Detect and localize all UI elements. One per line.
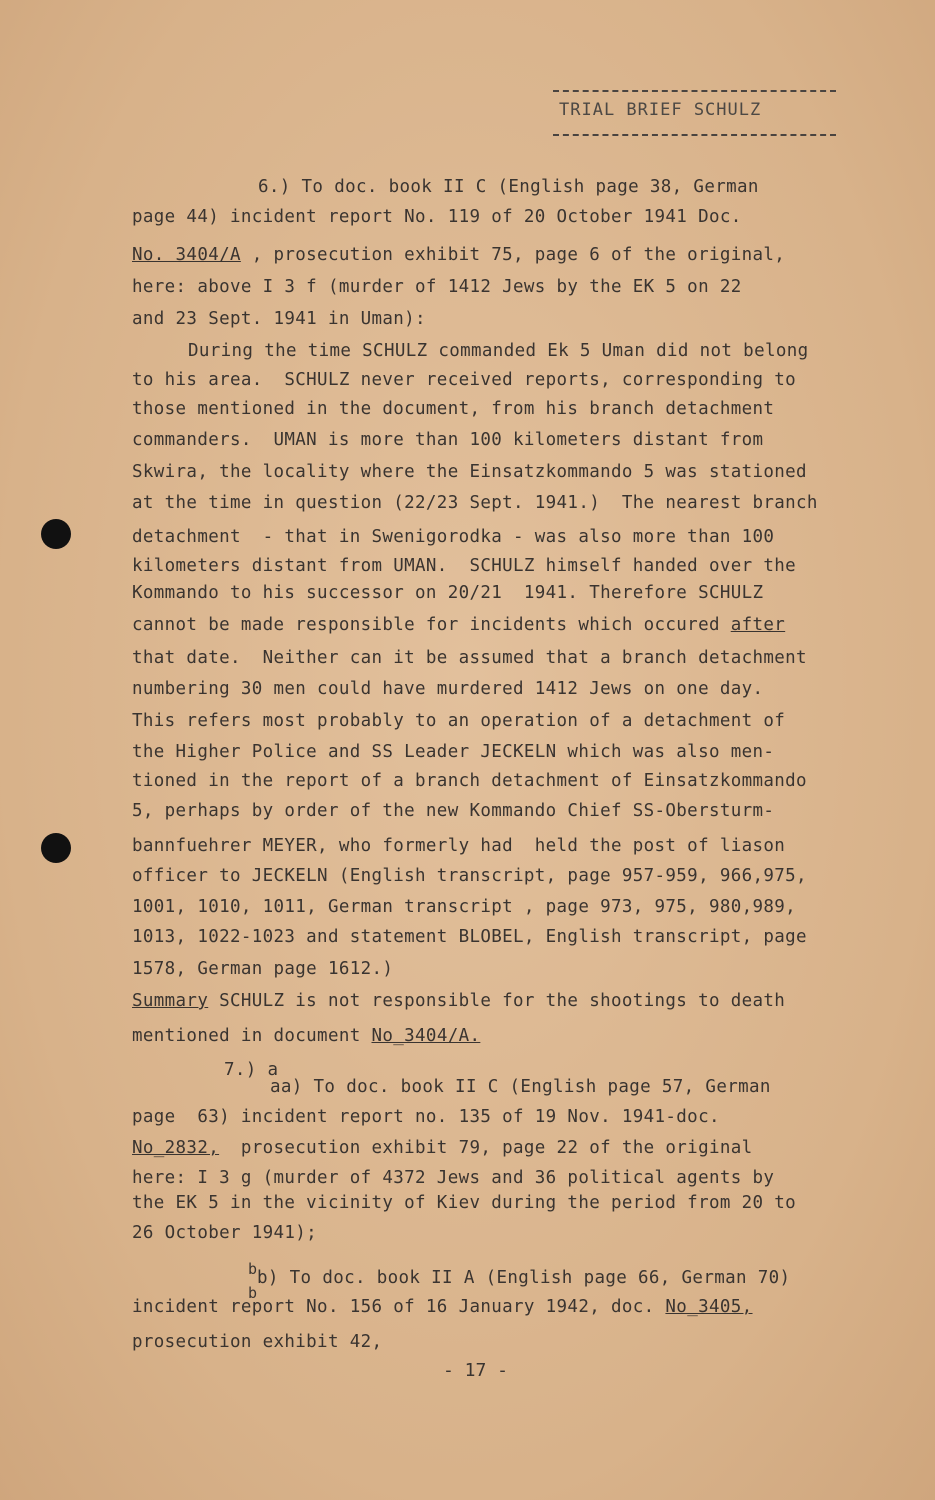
paragraph-line: Skwira, the locality where the Einsatzkommando 5 was stationed <box>132 462 807 482</box>
paragraph-line: kilometers distant from UMAN. SCHULZ himself handed over the <box>132 556 797 576</box>
section7-line: incident report No. 156 of 16 January 1942, doc. No_3405, <box>132 1297 753 1317</box>
section6-line: and 23 Sept. 1941 in Uman): <box>132 309 426 329</box>
paragraph-line: officer to JECKELN (English transcript, page 957-959, 966,975, <box>132 866 807 886</box>
section6-line: here: above I 3 f (murder of 1412 Jews by the EK 5 on 22 <box>132 277 742 297</box>
paragraph-line: numbering 30 men could have murdered 1412 Jews on one day. <box>132 679 764 699</box>
paragraph-line: cannot be made responsible for incidents which occured after <box>132 615 786 635</box>
section7-line: page 63) incident report no. 135 of 19 Nov. 1941-doc. <box>132 1107 720 1127</box>
punch-hole-bottom <box>41 833 71 863</box>
paragraph-line: Kommando to his successor on 20/21 1941. Therefore SCHULZ <box>132 583 764 603</box>
section6-line: No. 3404/A , prosecution exhibit 75, page 6 of the original, <box>132 245 786 265</box>
section7-label: 7.) a <box>224 1060 279 1080</box>
paragraph-line: 5, perhaps by order of the new Kommando Chief SS-Obersturm- <box>132 801 775 821</box>
summary-label: Summary <box>132 991 209 1011</box>
section7-line: No_2832, prosecution exhibit 79, page 22 of the original <box>132 1138 753 1158</box>
paragraph-line: This refers most probably to an operation of a detachment of <box>132 711 786 731</box>
section6-line: page 44) incident report No. 119 of 20 October 1941 Doc. <box>132 207 742 227</box>
paragraph-line: tioned in the report of a branch detachment of Einsatzkommando <box>132 771 807 791</box>
doc-reference: No_3405, <box>665 1297 753 1317</box>
section7-line: the EK 5 in the vicinity of Kiev during the period from 20 to <box>132 1193 797 1213</box>
emphasis-after: after <box>730 615 786 635</box>
paragraph-line: that date. Neither can it be assumed that a branch detachment <box>132 648 807 668</box>
punch-hole-top <box>41 519 71 549</box>
section6-line: 6.) To doc. book II C (English page 38, German <box>258 177 759 197</box>
doc-reference: No. 3404/A <box>132 245 241 265</box>
paragraph-line: 1578, German page 1612.) <box>132 959 394 979</box>
paragraph-line: 1001, 1010, 1011, German transcript , page 973, 975, 980,989, <box>132 897 797 917</box>
paragraph-line: the Higher Police and SS Leader JECKELN which was also men- <box>132 742 775 762</box>
b-annotation: b <box>248 1260 258 1278</box>
summary-line: Summary SCHULZ is not responsible for the shootings to death <box>132 991 786 1011</box>
section7-line: here: I 3 g (murder of 4372 Jews and 36 political agents by <box>132 1168 775 1188</box>
paragraph-line: those mentioned in the document, from his branch detachment <box>132 399 775 419</box>
paragraph-line: During the time SCHULZ commanded Ek 5 Uman did not belong <box>188 341 809 361</box>
paragraph-line: at the time in question (22/23 Sept. 1941.) The nearest branch <box>132 493 818 513</box>
section7-line: 26 October 1941); <box>132 1223 318 1243</box>
paragraph-line: bannfuehrer MEYER, who formerly had held the post of liason <box>132 836 786 856</box>
paragraph-line: to his area. SCHULZ never received reports, corresponding to <box>132 370 797 390</box>
section7-line: b) To doc. book II A (English page 66, German 70) <box>257 1268 791 1288</box>
header-rule-bottom <box>553 134 836 136</box>
doc-reference: No_2832, <box>132 1138 220 1158</box>
paragraph-line: detachment - that in Swenigorodka - was also more than 100 <box>132 527 775 547</box>
doc-reference: No_3404/A. <box>371 1026 481 1046</box>
paragraph-line: commanders. UMAN is more than 100 kilometers distant from <box>132 430 764 450</box>
paragraph-line: 1013, 1022-1023 and statement BLOBEL, English transcript, page <box>132 927 807 947</box>
page-number: - 17 - <box>443 1360 509 1381</box>
summary-line: mentioned in document No_3404/A. <box>132 1026 481 1046</box>
b-annotation: b <box>248 1284 258 1302</box>
header-title: TRIAL BRIEF SCHULZ <box>559 100 762 120</box>
section7-line: prosecution exhibit 42, <box>132 1332 383 1352</box>
header-rule-top <box>553 90 836 92</box>
section7-line: aa) To doc. book II C (English page 57, German <box>270 1077 771 1097</box>
